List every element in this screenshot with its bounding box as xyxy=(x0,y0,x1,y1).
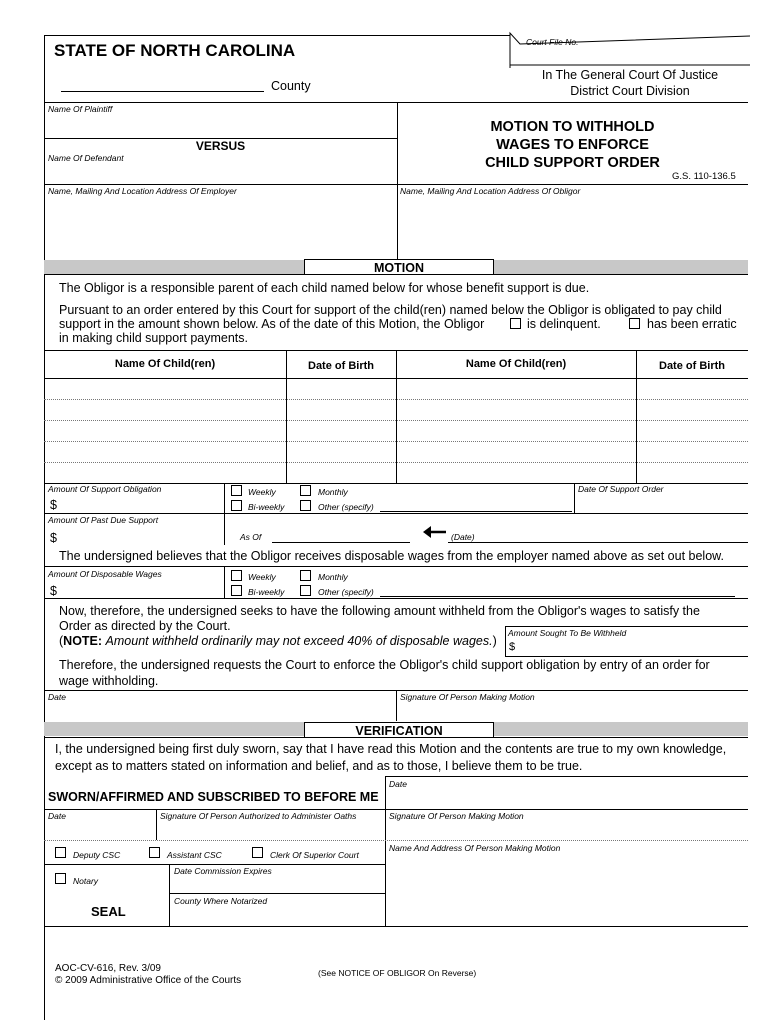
obligor-field[interactable] xyxy=(399,197,747,257)
wages-weekly-checkbox[interactable] xyxy=(231,570,242,581)
other-label: Other (specify) xyxy=(318,502,374,512)
divider xyxy=(156,809,157,840)
divider xyxy=(397,102,398,259)
court-file-label: Court File No. xyxy=(526,37,579,47)
monthly-checkbox[interactable] xyxy=(300,485,311,496)
verification-date-label: Date xyxy=(389,779,407,789)
wages-biweekly-label: Bi-weekly xyxy=(248,587,285,597)
plaintiff-label: Name Of Plaintiff xyxy=(48,104,113,114)
other-specify-line[interactable] xyxy=(380,511,572,512)
left-arrow-icon xyxy=(423,524,447,540)
request-line1: Therefore, the undersigned requests the Court to enforce the Obligor's child support obligation by entry of an order for xyxy=(59,658,710,672)
divider xyxy=(44,864,385,865)
name-address-field[interactable] xyxy=(387,856,747,924)
divider xyxy=(574,483,575,513)
motion-signature-field[interactable] xyxy=(399,702,747,720)
sworn-date-field[interactable] xyxy=(46,820,154,838)
wages-other-label: Other (specify) xyxy=(318,587,374,597)
support-dollar[interactable]: $ xyxy=(50,498,57,512)
amount-sought-dollar: $ xyxy=(509,641,516,653)
erratic-checkbox[interactable] xyxy=(629,318,640,329)
verification-date-field[interactable] xyxy=(387,789,747,808)
copyright: © 2009 Administrative Office of the Courts xyxy=(55,975,242,986)
now-line2: Order as directed by the Court. xyxy=(59,619,231,633)
deputy-csc-checkbox[interactable] xyxy=(55,847,66,858)
other-checkbox[interactable] xyxy=(300,500,311,511)
divider xyxy=(224,483,225,513)
obligor-label: Name, Mailing And Location Address Of Obligor xyxy=(400,186,581,196)
erratic-label: has been erratic xyxy=(647,317,737,331)
divider xyxy=(44,737,748,738)
name-address-label: Name And Address Of Person Making Motion xyxy=(389,843,561,853)
court-line2: District Court Division xyxy=(570,84,690,98)
divider xyxy=(44,274,748,275)
assistant-csc-label: Assistant CSC xyxy=(167,850,222,860)
note-line: (NOTE: Amount withheld ordinarily may not exceed 40% of disposable wages.) xyxy=(59,634,497,648)
motion-para2-line2: support in the amount shown below. As of the date of this Motion, the Obligor xyxy=(59,317,485,331)
court-file-box-outline xyxy=(508,30,750,68)
verification-line2: except as to matters stated on information and belief, and as to those, I believe them to be true. xyxy=(55,759,583,773)
divider xyxy=(44,598,748,599)
sig-motion-label: Signature Of Person Making Motion xyxy=(389,811,524,821)
clerk-label: Clerk Of Superior Court xyxy=(270,850,359,860)
county-notarized-field[interactable] xyxy=(171,906,383,924)
divider xyxy=(44,809,748,810)
divider xyxy=(44,926,748,927)
col-dob-header: Date of Birth xyxy=(308,360,374,372)
seal-label: SEAL xyxy=(91,904,126,919)
wages-other-checkbox[interactable] xyxy=(300,585,311,596)
monthly-label: Monthly xyxy=(318,487,348,497)
delinquent-checkbox[interactable] xyxy=(510,318,521,329)
table-col-divider xyxy=(636,350,637,483)
col-name2-header: Name Of Child(ren) xyxy=(465,358,567,370)
note-text: Amount withheld ordinarily may not exceed 40% of disposable wages. xyxy=(105,634,493,648)
date-label: Date xyxy=(48,692,66,702)
commission-label: Date Commission Expires xyxy=(174,866,272,876)
county-line[interactable] xyxy=(61,91,264,92)
biweekly-checkbox[interactable] xyxy=(231,500,242,511)
motion-para1: The Obligor is a responsible parent of each child named below for whose benefit support is due. xyxy=(59,281,590,295)
biweekly-label: Bi-weekly xyxy=(248,502,285,512)
versus-label: VERSUS xyxy=(195,139,246,153)
divider xyxy=(44,840,748,841)
divider xyxy=(224,566,225,598)
table-col-divider xyxy=(286,350,287,483)
motion-para2-line3: in making child support payments. xyxy=(59,331,248,345)
note-bold: NOTE: xyxy=(63,634,103,648)
clerk-checkbox[interactable] xyxy=(252,847,263,858)
defendant-field[interactable] xyxy=(46,162,396,182)
motion-date-field[interactable] xyxy=(46,702,394,720)
county-label: County xyxy=(271,79,311,93)
sig-motion-field[interactable] xyxy=(387,820,747,838)
divider xyxy=(169,864,170,926)
amount-sought-label: Amount Sought To Be Withheld xyxy=(508,628,627,638)
disposable-label: Amount Of Disposable Wages xyxy=(48,569,162,579)
wages-weekly-label: Weekly xyxy=(248,572,276,582)
table-col-divider xyxy=(396,350,397,483)
weekly-label: Weekly xyxy=(248,487,276,497)
employer-label: Name, Mailing And Location Address Of Employer xyxy=(48,186,237,196)
past-due-label: Amount Of Past Due Support xyxy=(48,515,159,525)
wages-biweekly-checkbox[interactable] xyxy=(231,585,242,596)
verification-heading: VERIFICATION xyxy=(304,722,494,738)
col-name-header: Name Of Child(ren) xyxy=(114,358,216,370)
sworn-heading: SWORN/AFFIRMED AND SUBSCRIBED TO BEFORE ME xyxy=(48,790,379,804)
date-support-order-label: Date Of Support Order xyxy=(578,484,664,494)
assistant-csc-checkbox[interactable] xyxy=(149,847,160,858)
divider xyxy=(44,566,748,567)
divider xyxy=(169,893,385,894)
form-left-border xyxy=(44,35,45,1020)
form-top-border xyxy=(44,35,510,36)
see-notice: (See NOTICE OF OBLIGOR On Reverse) xyxy=(318,968,477,978)
wages-monthly-label: Monthly xyxy=(318,572,348,582)
county-notarized-label: County Where Notarized xyxy=(174,896,268,906)
title-line3: CHILD SUPPORT ORDER xyxy=(485,155,660,171)
divider xyxy=(44,513,748,514)
plaintiff-field[interactable] xyxy=(46,112,396,138)
defendant-label: Name Of Defendant xyxy=(48,153,124,163)
deputy-csc-label: Deputy CSC xyxy=(73,850,121,860)
as-of-line[interactable] xyxy=(272,542,410,543)
weekly-checkbox[interactable] xyxy=(231,485,242,496)
title-line1: MOTION TO WITHHOLD xyxy=(490,119,655,135)
sworn-date-label: Date xyxy=(48,811,66,821)
request-line2: wage withholding. xyxy=(59,674,159,688)
divider xyxy=(385,776,748,777)
as-of-label: As Of xyxy=(240,532,262,542)
wages-other-line[interactable] xyxy=(380,596,735,597)
employer-field[interactable] xyxy=(46,197,396,257)
date-label: (Date) xyxy=(451,532,475,542)
notary-checkbox[interactable] xyxy=(55,873,66,884)
disposable-dollar[interactable]: $ xyxy=(50,584,57,598)
divider xyxy=(385,776,386,926)
now-line1: Now, therefore, the undersigned seeks to have the following amount withheld from the Obligor's wages to satisfy the xyxy=(59,604,700,618)
col-dob2-header: Date of Birth xyxy=(659,360,725,372)
delinquent-label: is delinquent. xyxy=(527,317,601,331)
statute: G.S. 110-136.5 xyxy=(672,171,736,182)
title-line2: WAGES TO ENFORCE xyxy=(496,137,649,153)
signature-label: Signature Of Person Making Motion xyxy=(400,692,535,702)
past-due-dollar[interactable]: $ xyxy=(50,531,57,545)
commission-field[interactable] xyxy=(171,876,383,892)
divider xyxy=(44,102,748,103)
divider xyxy=(224,513,225,545)
sig-admin-field[interactable] xyxy=(158,820,383,838)
state-heading: STATE OF NORTH CAROLINA xyxy=(54,41,296,60)
verification-line1: I, the undersigned being first duly sworn, say that I have read this Motion and the contents are true to my own knowledge, xyxy=(55,742,727,756)
divider xyxy=(44,184,748,185)
court-line1: In The General Court Of Justice xyxy=(541,68,719,82)
divider xyxy=(396,690,397,721)
motion-para2-line1: Pursuant to an order entered by this Court for support of the child(ren) named below the Obligor is obligated to pay child xyxy=(59,303,722,317)
sig-admin-label: Signature Of Person Authorized to Administer Oaths xyxy=(160,811,357,821)
amount-support-label: Amount Of Support Obligation xyxy=(48,484,162,494)
notary-label: Notary xyxy=(73,876,99,886)
motion-heading: MOTION xyxy=(304,259,494,275)
belief-text: The undersigned believes that the Obligor receives disposable wages from the employer named above as set out below. xyxy=(59,549,724,563)
form-number: AOC-CV-616, Rev. 3/09 xyxy=(55,963,161,974)
wages-monthly-checkbox[interactable] xyxy=(300,570,311,581)
date-line[interactable] xyxy=(448,542,748,543)
